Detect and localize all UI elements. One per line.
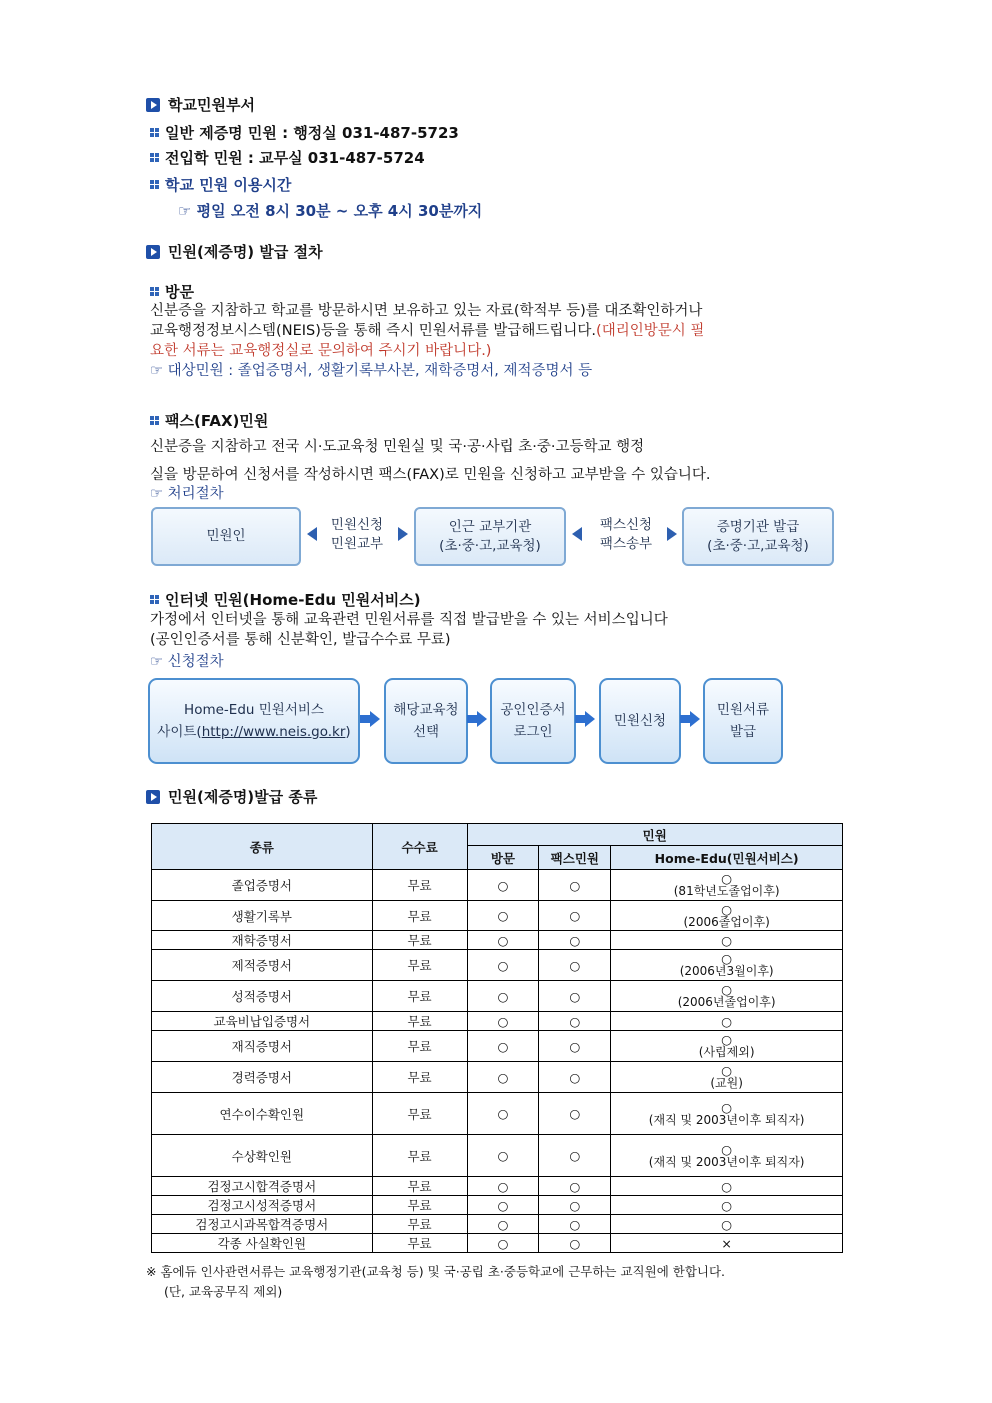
- arrow-right-icon: [360, 711, 382, 727]
- fax-flow-label: ☞ 처리절차: [150, 486, 224, 502]
- square-bullet-icon: [150, 128, 159, 137]
- fax-box-applicant: 민원인: [151, 507, 301, 566]
- arrow-right-icon: [667, 527, 677, 541]
- play-bullet-icon: [146, 245, 160, 259]
- square-bullet-icon: [150, 153, 159, 162]
- arrow-right-icon: [467, 711, 489, 727]
- cell-fee: 무료: [372, 931, 467, 950]
- table-row: [152, 1093, 843, 1135]
- table-row: [152, 1234, 843, 1253]
- dept-line-transfer: 전입학 민원 : 교무실 031-487-5724: [150, 147, 425, 168]
- cell-fee: 무료: [372, 1093, 467, 1135]
- fax-title: 팩스(FAX)민원: [150, 410, 268, 431]
- cell-fee: 무료: [372, 1031, 467, 1062]
- table-row: [152, 1215, 843, 1234]
- cell-fee: 무료: [372, 1196, 467, 1215]
- cell-kind: 교육비납입증명서: [152, 1012, 373, 1031]
- cell-kind: 생활기록부: [152, 901, 373, 931]
- cell-kind: 제적증명서: [152, 950, 373, 981]
- square-bullet-icon: [150, 416, 159, 425]
- internet-flow-label: ☞ 신청절차: [150, 654, 224, 670]
- cell-visit: ○: [467, 1012, 539, 1031]
- header-fax: 팩스민원: [539, 846, 611, 870]
- table-row: [152, 870, 843, 901]
- table-row: [152, 981, 843, 1012]
- cell-home-edu: ○: [611, 1177, 843, 1196]
- cell-visit: ○: [467, 870, 539, 901]
- cell-fee: 무료: [372, 1177, 467, 1196]
- dept-hours-title: 학교 민원 이용시간: [150, 174, 291, 195]
- visit-text: 신분증을 지참하고 학교를 방문하시면 보유하고 있는 자료(학적부 등)를 대조확인하거나 교육행정정보시스템(NEIS)등을 통해 즉시 민원서류를 발급해드립니다.(대리인방문시 필 요한 서류는 교육행정실로 문의하여 주시기 바랍니다.) ☞ 대상민원 : 졸업증명서, 생활기록부사본, 재학증명서, 제적증명서 등: [150, 303, 705, 379]
- table-row: [152, 1062, 843, 1093]
- cell-fax: ○: [539, 1031, 611, 1062]
- neis-link[interactable]: http://www.neis.go.kr: [201, 724, 346, 740]
- fax-box-issuing-office: 증명기관 발급 (초·중·고,교육청): [682, 507, 834, 566]
- arrow-right-icon: [680, 711, 702, 727]
- square-bullet-icon: [150, 180, 159, 189]
- cell-kind: 경력증명서: [152, 1062, 373, 1093]
- fax-box-nearby-office: 인근 교부기관 (초·중·고,교육청): [414, 507, 566, 566]
- cell-home-edu: ○ (81학년도졸업이후): [611, 870, 843, 901]
- step-select-office: 해당교육청 선택: [384, 678, 468, 764]
- cell-home-edu: ○ (재직 및 2003년이후 퇴직자): [611, 1093, 843, 1135]
- cell-visit: ○: [467, 981, 539, 1012]
- cell-kind: 연수이수확인원: [152, 1093, 373, 1135]
- table-row: [152, 901, 843, 931]
- cell-home-edu: ○: [611, 1196, 843, 1215]
- fax-mid-label-2: 팩스신청 팩스송부: [599, 517, 653, 552]
- cell-home-edu: ○ (2006년3월이후): [611, 950, 843, 981]
- cell-home-edu: ○: [611, 1215, 843, 1234]
- cell-fee: 무료: [372, 901, 467, 931]
- cell-visit: ○: [467, 1196, 539, 1215]
- internet-text: 가정에서 인터넷을 통해 교육관련 민원서류를 직접 발급받을 수 있는 서비스입니다 (공인인증서를 통해 신분확인, 발급수수료 무료): [150, 612, 668, 648]
- footnote: ※ 홈에듀 인사관련서류는 교육행정기관(교육청 등) 및 국·공립 초·중등학교에 근무하는 교직원에 한합니다. (단, 교육공무직 제외): [146, 1264, 726, 1299]
- dept-hours: ☞ 평일 오전 8시 30분 ~ 오후 4시 30분까지: [178, 202, 483, 220]
- step-issue: 민원서류 발급: [703, 678, 783, 764]
- cell-fax: ○: [539, 1135, 611, 1177]
- types-table: [151, 823, 843, 1253]
- cell-home-edu: ○ (교원): [611, 1062, 843, 1093]
- arrow-left-icon: [307, 527, 317, 541]
- section-title-procedure: 민원(제증명) 발급 절차: [146, 241, 323, 262]
- cell-fax: ○: [539, 1177, 611, 1196]
- cell-home-edu: ○ (사립제외): [611, 1031, 843, 1062]
- internet-title: 인터넷 민원(Home-Edu 민원서비스): [150, 589, 421, 610]
- cell-fax: ○: [539, 901, 611, 931]
- fax-mid-label-1: 민원신청 민원교부: [330, 517, 384, 552]
- table-row: [152, 1135, 843, 1177]
- header-fee: 수수료: [372, 824, 467, 870]
- cell-visit: ○: [467, 1215, 539, 1234]
- header-visit: 방문: [467, 846, 539, 870]
- cell-visit: ○: [467, 1093, 539, 1135]
- cell-fax: ○: [539, 950, 611, 981]
- cell-fax: ○: [539, 870, 611, 901]
- cell-kind: 검정고시성적증명서: [152, 1196, 373, 1215]
- table-row: [152, 931, 843, 950]
- play-bullet-icon: [146, 98, 160, 112]
- table-row: [152, 1012, 843, 1031]
- cell-home-edu: ○ (2006졸업이후): [611, 901, 843, 931]
- cell-fax: ○: [539, 981, 611, 1012]
- cell-visit: ○: [467, 1062, 539, 1093]
- square-bullet-icon: [150, 595, 159, 604]
- cell-fee: 무료: [372, 950, 467, 981]
- cell-kind: 재직증명서: [152, 1031, 373, 1062]
- cell-kind: 각종 사실확인원: [152, 1234, 373, 1253]
- step-home-edu-site: Home-Edu 민원서비스 사이트(http://www.neis.go.kr): [148, 678, 360, 764]
- cell-visit: ○: [467, 901, 539, 931]
- cell-fax: ○: [539, 1093, 611, 1135]
- cell-fee: 무료: [372, 1012, 467, 1031]
- cell-kind: 수상확인원: [152, 1135, 373, 1177]
- cell-kind: 졸업증명서: [152, 870, 373, 901]
- step-cert-login: 공인인증서 로그인: [490, 678, 576, 764]
- cell-kind: 성적증명서: [152, 981, 373, 1012]
- arrow-left-icon: [572, 527, 582, 541]
- cell-fee: 무료: [372, 870, 467, 901]
- square-bullet-icon: [150, 287, 159, 296]
- header-kind: 종류: [152, 824, 373, 870]
- cell-kind: 재학증명서: [152, 931, 373, 950]
- cell-fax: ○: [539, 931, 611, 950]
- arrow-right-icon: [398, 527, 408, 541]
- cell-home-edu: ×: [611, 1234, 843, 1253]
- cell-fax: ○: [539, 1062, 611, 1093]
- cell-visit: ○: [467, 950, 539, 981]
- fax-text: 신분증을 지참하고 전국 시·도교육청 민원실 및 국·공·사립 초·중·고등학교 행정 실을 방문하여 신청서를 작성하시면 팩스(FAX)로 민원을 신청하고 교부받을 수 있습니다.: [150, 439, 711, 483]
- arrow-right-icon: [575, 711, 597, 727]
- step-apply: 민원신청: [599, 678, 681, 764]
- header-home-edu: Home-Edu(민원서비스): [611, 846, 843, 870]
- play-bullet-icon: [146, 790, 160, 804]
- section-title-dept: 학교민원부서: [146, 94, 255, 115]
- cell-home-edu: ○ (2006년졸업이후): [611, 981, 843, 1012]
- cell-fax: ○: [539, 1196, 611, 1215]
- cell-fax: ○: [539, 1012, 611, 1031]
- cell-fax: ○: [539, 1234, 611, 1253]
- cell-home-edu: ○ (재직 및 2003년이후 퇴직자): [611, 1135, 843, 1177]
- section-title-types: 민원(제증명)발급 종류: [146, 786, 317, 807]
- cell-visit: ○: [467, 1234, 539, 1253]
- cell-fee: 무료: [372, 1062, 467, 1093]
- cell-fee: 무료: [372, 1135, 467, 1177]
- dept-line-general: 일반 제증명 민원 : 행정실 031-487-5723: [150, 122, 459, 143]
- header-civil: 민원: [467, 824, 843, 846]
- cell-home-edu: ○: [611, 1012, 843, 1031]
- cell-fee: 무료: [372, 1215, 467, 1234]
- cell-fax: ○: [539, 1215, 611, 1234]
- table-row: [152, 1031, 843, 1062]
- cell-visit: ○: [467, 1031, 539, 1062]
- cell-kind: 검정고시합격증명서: [152, 1177, 373, 1196]
- visit-title: 방문: [150, 281, 194, 302]
- cell-fee: 무료: [372, 981, 467, 1012]
- cell-visit: ○: [467, 1177, 539, 1196]
- cell-home-edu: ○: [611, 931, 843, 950]
- cell-kind: 검정고시과목합격증명서: [152, 1215, 373, 1234]
- table-row: [152, 1196, 843, 1215]
- table-row: [152, 1177, 843, 1196]
- cell-visit: ○: [467, 931, 539, 950]
- cell-fee: 무료: [372, 1234, 467, 1253]
- cell-visit: ○: [467, 1135, 539, 1177]
- table-row: [152, 950, 843, 981]
